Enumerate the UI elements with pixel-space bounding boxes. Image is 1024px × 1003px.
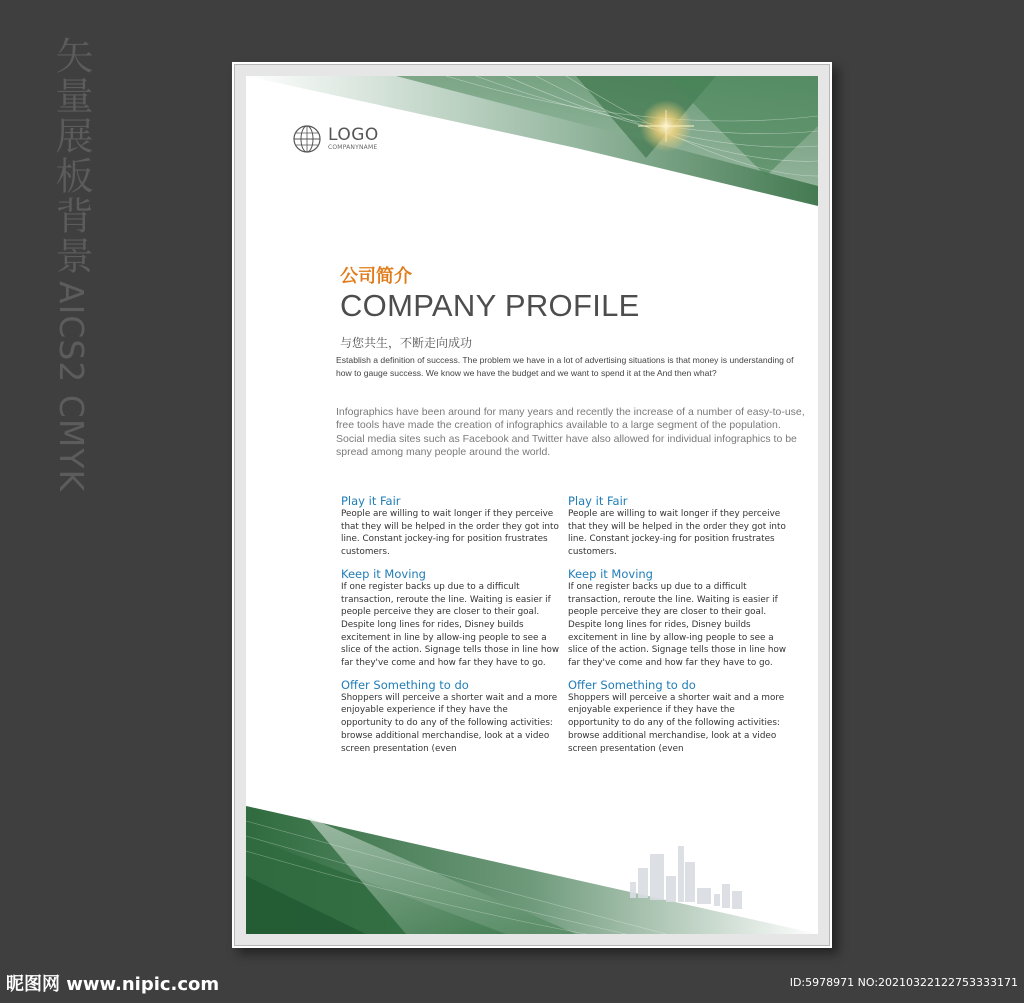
section-title: Offer Something to do bbox=[568, 677, 696, 692]
section-title: Play it Fair bbox=[341, 494, 401, 508]
poster-frame bbox=[232, 62, 832, 948]
section-title: Play it Fair bbox=[568, 494, 628, 508]
section-title: Offer Something to do bbox=[341, 677, 469, 692]
poster-board bbox=[246, 76, 818, 934]
section bbox=[568, 567, 788, 670]
section-body: People are willing to wait longer if they perceive that they will be helped in the order they got into line. Constant jockey-ing for position frustrates customers. bbox=[341, 509, 559, 558]
section-body: People are willing to wait longer if they perceive that they will be helped in the order they got into line. Constant jockey-ing for position frustrates customers. bbox=[568, 509, 786, 558]
site-watermark: 昵图网 www.nipic.com bbox=[6, 974, 220, 995]
company-logo bbox=[292, 124, 379, 154]
section bbox=[568, 678, 788, 756]
section-body: Shoppers will perceive a shorter wait and a more enjoyable experience if they have the opportunity to do any of the following activities: browse additional merchandise, look at a video screen presentation (even bbox=[568, 692, 785, 754]
intro-paragraph: Infographics have been around for many years and recently the increase of a number of easy-to-use, free tools have made the creation of infographics available to a large segment of the population. Social media sites such as Facebook and Twitter have also allowed for individual infographics to be spread among many people around the world. bbox=[336, 406, 805, 459]
logo-company-name: COMPANYNAME bbox=[328, 144, 378, 151]
section-title: Keep it Moving bbox=[568, 566, 653, 581]
section bbox=[341, 567, 561, 670]
watermark-vertical-text bbox=[49, 36, 93, 493]
section-title: Keep it Moving bbox=[341, 566, 426, 581]
left-column bbox=[341, 494, 561, 763]
watermark-en: AICS2 CMYK bbox=[52, 281, 91, 493]
right-column bbox=[568, 494, 788, 763]
section-body: If one register backs up due to a difficult transaction, reroute the line. Waiting is easier if people perceive they are closer to their goal. Despite long lines for rides, Disney builds excitement in line by allow-ing people to see a slice of the action. Signage tells those in line how far they've come and how far they have to go. bbox=[568, 581, 787, 669]
section-body: Shoppers will perceive a shorter wait and a more enjoyable experience if they have the opportunity to do any of the following activities: browse additional merchandise, look at a video screen presentation (even bbox=[341, 692, 558, 754]
section bbox=[341, 494, 561, 559]
section-body: If one register backs up due to a difficult transaction, reroute the line. Waiting is easier if people perceive they are closer to their goal. Despite long lines for rides, Disney builds excitement in line by allow-ing people to see a slice of the action. Signage tells those in line how far they've come and how far they have to go. bbox=[341, 581, 560, 669]
title-chinese: 公司简介 bbox=[340, 266, 412, 287]
section bbox=[568, 494, 788, 559]
watermark-cn: 矢量展板背景 bbox=[49, 36, 93, 276]
title-english: COMPANY PROFILE bbox=[340, 288, 640, 323]
globe-icon bbox=[292, 124, 322, 154]
slogan: 与您共生，不断走向成功 bbox=[340, 336, 473, 350]
section bbox=[341, 678, 561, 756]
logo-word: LOGO bbox=[328, 125, 379, 145]
image-id-watermark: ID:5978971 NO:20210322122753333171 bbox=[789, 976, 1018, 989]
lead-paragraph: Establish a definition of success. The problem we have in a lot of advertising situations is that money is understanding of how to gauge success. We know we have the budget and we want to spend it at the And then what? bbox=[336, 355, 794, 378]
